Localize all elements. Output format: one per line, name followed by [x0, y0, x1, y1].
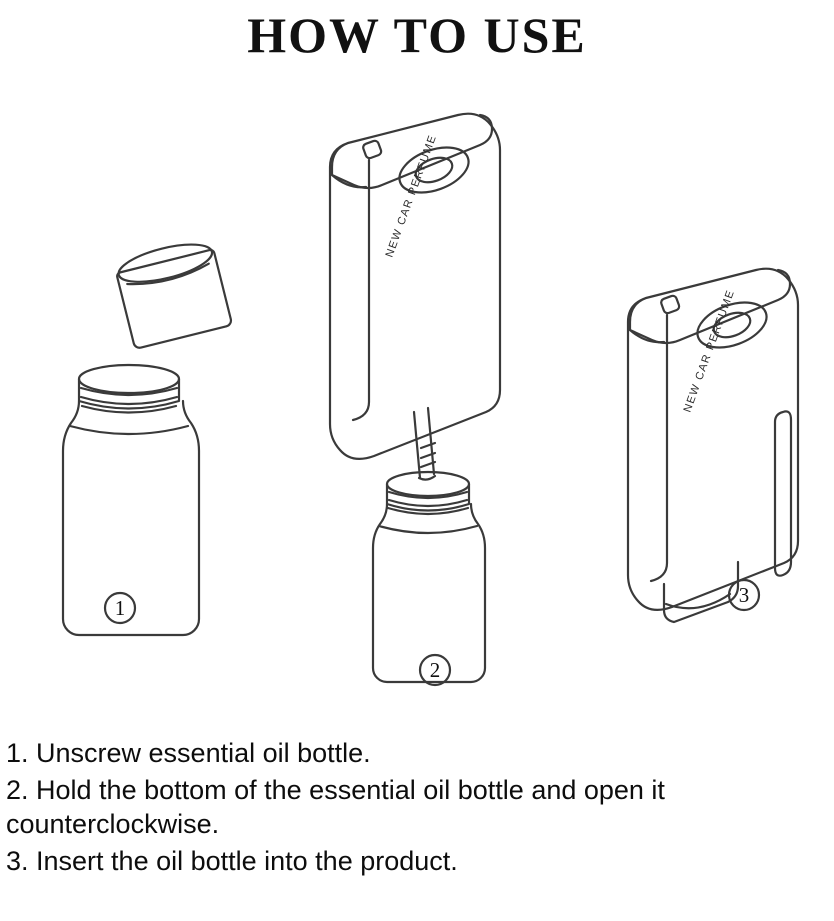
marker-2: [420, 655, 450, 685]
step-2-group: [330, 114, 500, 685]
svg-text:3: 3: [738, 583, 750, 607]
bottle-neck: [79, 365, 179, 413]
instruction-step-3: 3. Insert the oil bottle into the product.: [6, 845, 458, 876]
marker-1: [105, 593, 135, 623]
assembled-product: [628, 269, 798, 622]
bottle-nozzle: [414, 408, 435, 480]
essential-oil-bottle-step2: [373, 472, 485, 682]
instruction-step-2: 2. Hold the bottom of the essential oil bottle and open it counterclockwise.: [6, 774, 665, 840]
step-1-group: [63, 237, 232, 635]
step-3-group: [628, 269, 798, 622]
bottle-cap: [113, 237, 232, 349]
how-to-use-diagram: [0, 92, 834, 722]
svg-text:2: 2: [429, 658, 441, 682]
diffuser-body-step2: [330, 114, 500, 459]
svg-text:1: 1: [114, 596, 126, 620]
device-label-step3: NEW CAR PERFUME: [681, 287, 738, 415]
instruction-step-1: 1. Unscrew essential oil bottle.: [6, 738, 371, 768]
instructions-list: [6, 736, 834, 880]
diagram-svg: [0, 92, 834, 722]
device-label-step2: NEW CAR PERFUME: [383, 132, 440, 260]
essential-oil-bottle: [63, 401, 199, 635]
page-title: HOW TO USE: [247, 7, 587, 63]
marker-3: [729, 580, 759, 610]
